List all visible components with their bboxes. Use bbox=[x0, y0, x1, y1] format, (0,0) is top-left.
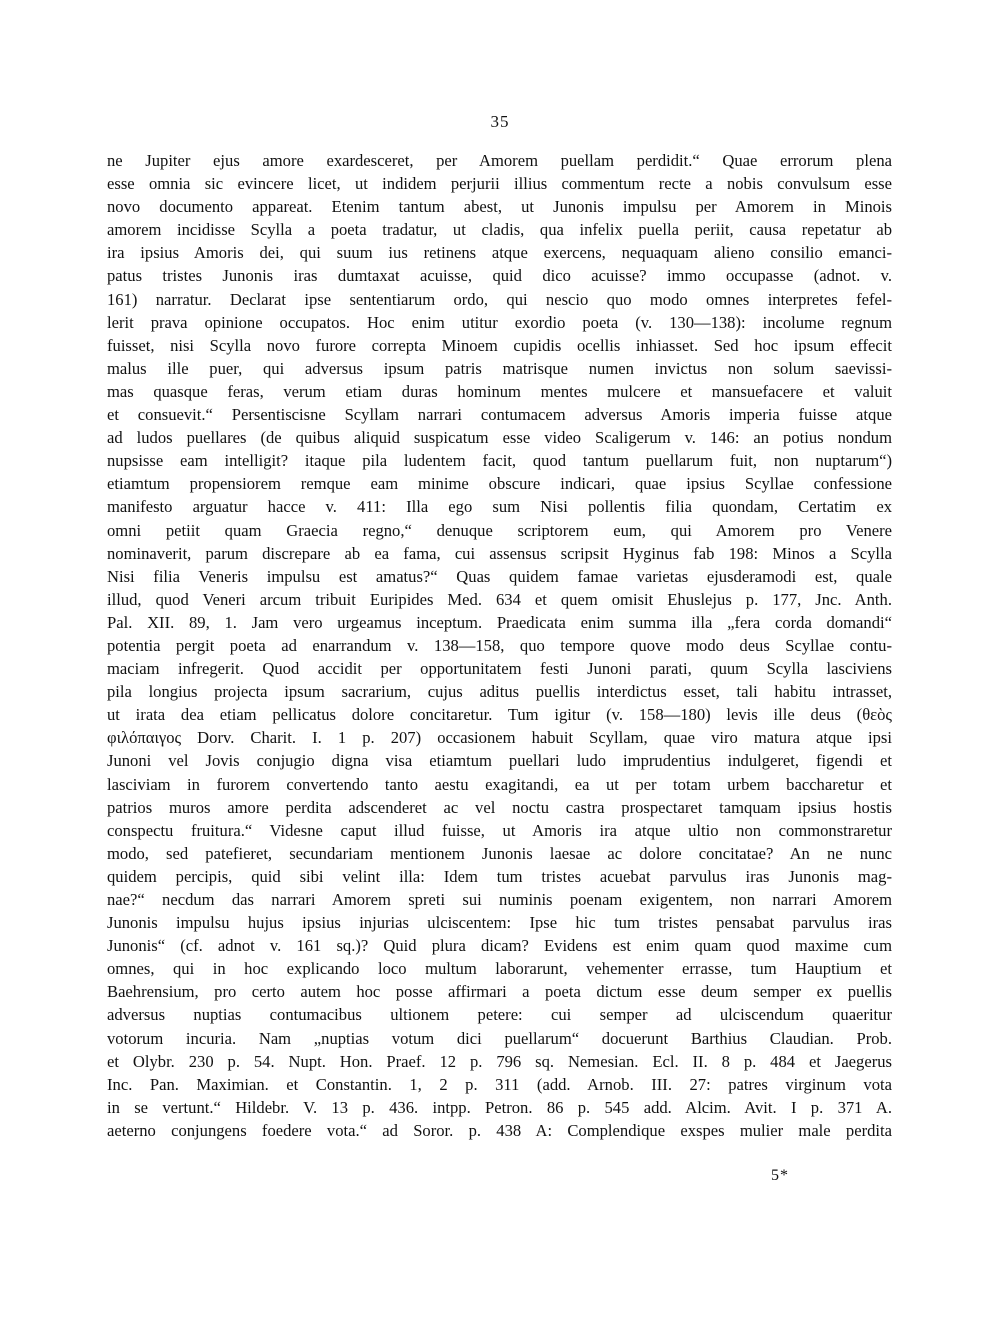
text-line: adversus nuptias contumacibus ultionem petere: cui semper ad ulciscendum quaeritur bbox=[107, 1005, 892, 1025]
text-line: et Olybr. 230 p. 54. Nupt. Hon. Praef. 12 p. 796 sq. Nemesian. Ecl. II. 8 p. 484 et Jaegerus bbox=[107, 1051, 892, 1071]
text-line: aeterno conjungens foedere vota.“ ad Soror. p. 438 A: Complendique exspes mulier male perdita bbox=[107, 1120, 892, 1140]
text-line: Pal. XII. 89, 1. Jam vero urgeamus inceptum. Praedicata enim summa illa „fera corda domandi“ bbox=[107, 612, 892, 632]
text-line: omnes, qui in hoc explicando loco multum laborarunt, vehementer errasse, tum Hauptium et bbox=[107, 959, 892, 979]
text-line: conspectu fruitura.“ Videsne caput illud fuisse, ut Amoris ira atque ultio non commonstraretur bbox=[107, 820, 892, 840]
text-line: Inc. Pan. Maximian. et Constantin. 1, 2 p. 311 (add. Arnob. III. 27: patres virginum vota bbox=[107, 1074, 892, 1094]
body-text bbox=[107, 149, 892, 1142]
text-line: quidem percipis, quid sibi velint illa: Idem tum tristes acuebat parvulus iras Junonis mag- bbox=[107, 866, 892, 886]
text-line: modo, sed patefieret, secundariam mentionem Junonis laesae ac dolore concitatae? An ne nunc bbox=[107, 843, 892, 863]
text-line: Junonis impulsu hujus ipsius injurias ulciscentem: Ipse hic tum tristes pensabat parvulus iras bbox=[107, 913, 892, 933]
text-line: ad ludos puellares (de quibus aliquid suspicatum esse video Scaligerum v. 146: an potius nondum bbox=[107, 428, 892, 448]
signature-mark: 5* bbox=[771, 1167, 789, 1184]
text-line: nominaverit, parum discrepare ab ea fama, cui assensus scripsit Hyginus fab 198: Minos a Scylla bbox=[107, 543, 892, 563]
text-line: etiamtum propensiorem remque eam minime obscure indicari, quae ipsius Scyllae confessione bbox=[107, 474, 892, 494]
text-line: lerit prava opinione occupatos. Hoc enim utitur exordio poeta (v. 130—138): incolume regnum bbox=[107, 312, 892, 332]
text-line: in se vertunt.“ Hildebr. V. 13 p. 436. intpp. Petron. 86 p. 545 add. Alcim. Avit. I p. 371 A. bbox=[107, 1097, 892, 1117]
text-line: 161) narratur. Declarat ipse sententiarum ordo, qui nescio quo modo omnes interpretes fefel- bbox=[107, 289, 892, 309]
text-line: fuisset, nisi Scylla novo furore correpta Minoem cupidis ocellis inhiasset. Sed hoc ipsum effecit bbox=[107, 335, 892, 355]
text-line: novo documento appareat. Etenim tantum abest, ut Junonis impulsu per Amorem in Minois bbox=[107, 197, 892, 217]
text-line: illud, quod Veneri arcum tribuit Euripides Med. 634 et quem omisit Ehuslejus p. 177, Jnc. Anth. bbox=[107, 589, 892, 609]
text-line: votorum incuria. Nam „nuptias votum dici puellarum“ docuerunt Barthius Claudian. Prob. bbox=[107, 1028, 892, 1048]
text-line: maciam infregerit. Quod accidit per opportunitatem festi Junoni parati, quum Scylla lasciviens bbox=[107, 659, 892, 679]
text-line: manifesto arguatur hacce v. 411: Illa ego sum Nisi pollentis filia quondam, Certatim ex bbox=[107, 497, 892, 517]
page-number: 35 bbox=[490, 112, 510, 131]
text-line: nupsisse eam intelligit? itaque pila ludentem facit, quod tantum puellarum fuit, non nuptarum“) bbox=[107, 451, 892, 471]
text-line: amorem incidisse Scylla a poeta tradatur, ut cladis, qua infelix puella periit, causa repetatur ab bbox=[107, 220, 892, 240]
text-line: nae?“ necdum das narrari Amorem spreti sui numinis poenam exigentem, non narrari Amorem bbox=[107, 890, 892, 909]
text-line: patrios muros amore perdita adscenderet ac vel noctu castra prospectaret tamquam ipsius hostis bbox=[107, 797, 892, 817]
text-line: mas quasque feras, verum etiam duras hominum mentes mulcere et mansuefacere et valuit bbox=[107, 381, 892, 401]
text-line: ut irata dea etiam pellicatus dolore concitaretur. Tum igitur (v. 158—180) levis ille deus (θεὸς bbox=[107, 705, 892, 725]
text-line: lasciviam in furorem convertendo tanto aestu exagitandi, ea ut per totam urbem baccharetur et bbox=[107, 774, 892, 794]
text-line: Nisi filia Veneris impulsu est amatus?“ Quas quidem famae varietas ejusderamodi est, quale bbox=[107, 566, 892, 586]
text-line: ira ipsius Amoris dei, qui suum ius retinens atque exercens, nequaquam alieno consilio emanci- bbox=[107, 243, 892, 263]
text-line: esse omnia sic evincere licet, ut indidem perjurii illius commentum recte a nobis convulsum esse bbox=[107, 174, 892, 194]
text-line: Baehrensium, pro certo autem hoc posse affirmari a poeta dictum esse deum semper ex puellis bbox=[107, 982, 892, 1002]
text-line: patus tristes Junonis iras dumtaxat acuisse, quid dico acuisse? immo occupasse (adnot. v. bbox=[107, 266, 892, 286]
text-line: Junonis“ (cf. adnot v. 161 sq.)? Quid plura dicam? Evidens est enim quam quod maxime cum bbox=[107, 936, 892, 956]
text-line: φιλόπαιγος Dorv. Charit. I. 1 p. 207) occasionem habuit Scyllam, quae viro matura atque ipsi bbox=[107, 728, 892, 748]
text-line: et consuevit.“ Persentiscisne Scyllam narrari contumacem adversus Amoris imperia fuisse atque bbox=[107, 405, 892, 425]
text-line: pila longius projecta ipsum sacrarium, cujus aditus puellis interdictus esset, tali habitu intrasset, bbox=[107, 682, 892, 702]
text-line: Junoni vel Jovis conjugio digna visa etiamtum puellari ludo imprudentius indulgeret, figendi et bbox=[107, 751, 892, 771]
text-line: malus ille puer, qui adversus ipsum patris matrisque numen invictus non solum saevissi- bbox=[107, 358, 892, 378]
text-line: ne Jupiter ejus amore exardesceret, per Amorem puellam perdidit.“ Quae errorum plena bbox=[107, 151, 892, 170]
text-line: omni petiit quam Graecia regno,“ denuque scriptorem eum, qui Amorem pro Venere bbox=[107, 520, 892, 540]
text-line: potentia pergit poeta ad enarrandum v. 138—158, quo tempore quove modo deus Scyllae contu- bbox=[107, 635, 892, 655]
